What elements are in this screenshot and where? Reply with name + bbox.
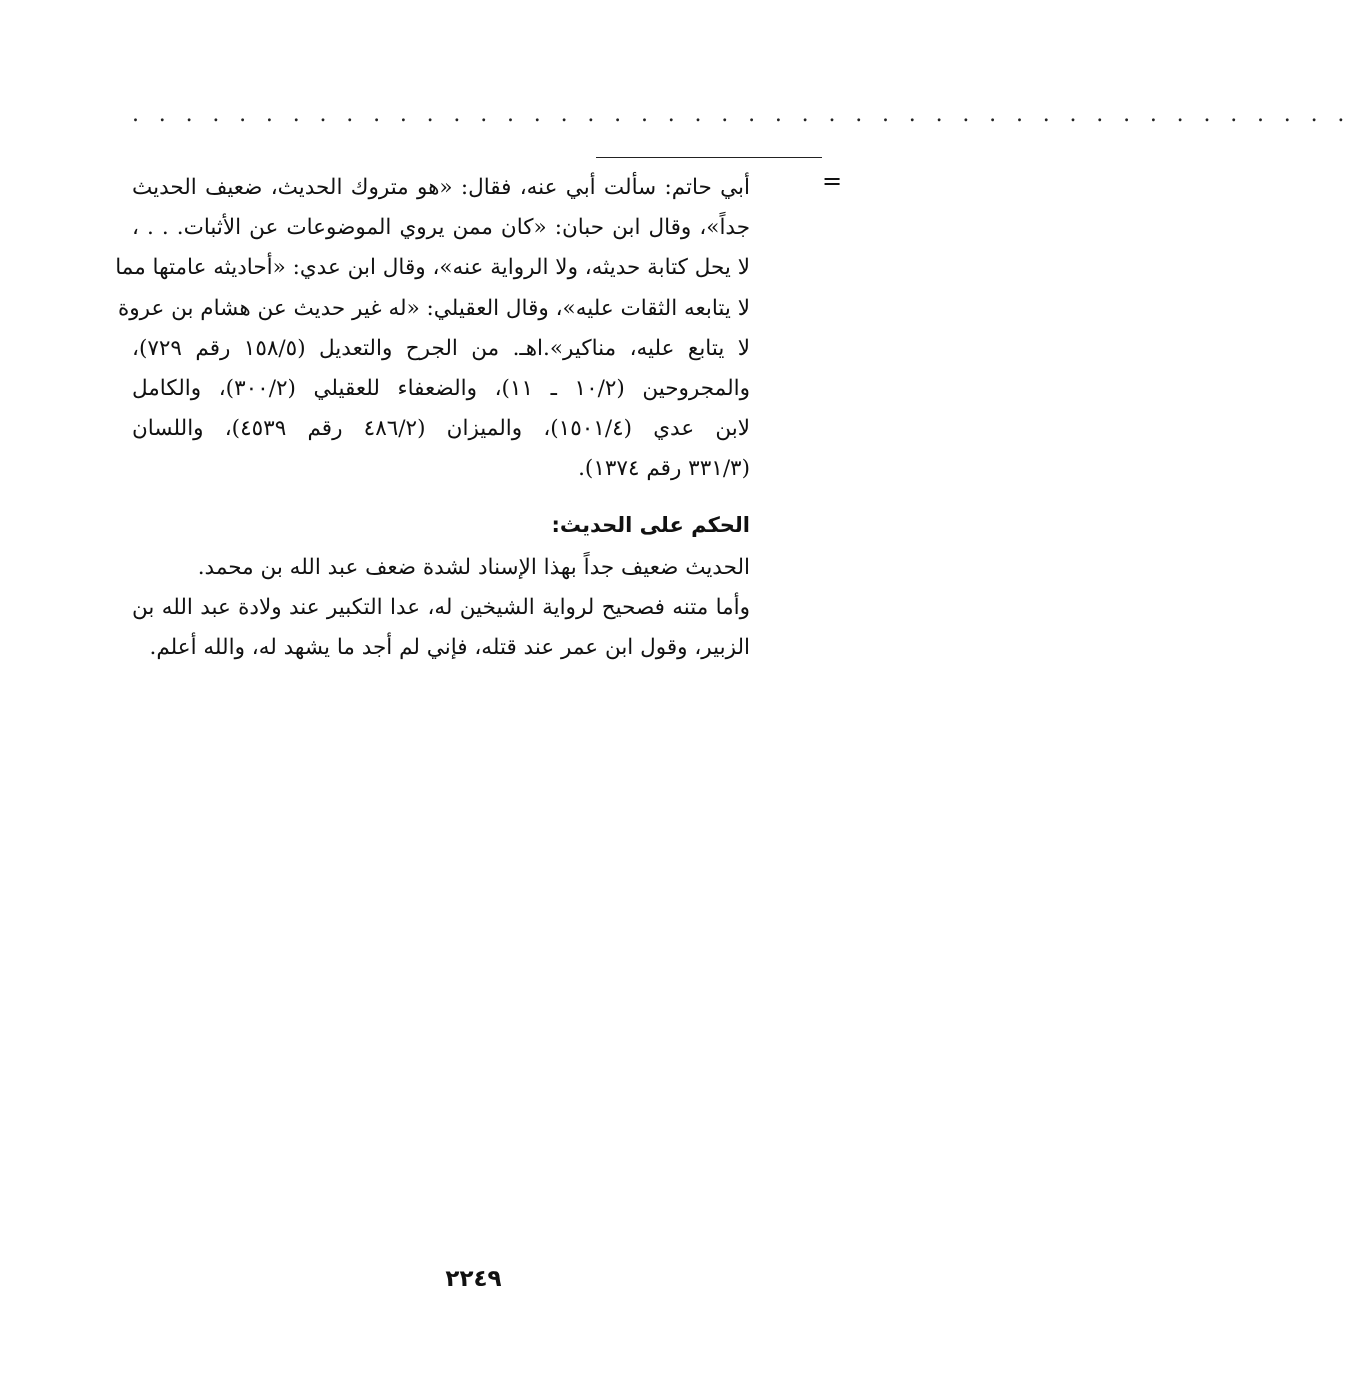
footnote-line: لا يتابع عليه، مناكير».اهـ. من الجرح والتعديل (١٥٨/٥ رقم ٧٢٩)،: [132, 335, 750, 361]
footnote-separator-line: [596, 157, 822, 158]
ruling-heading: الحكم على الحديث:: [551, 513, 750, 537]
footnote-line: (٣٣١/٣ رقم ١٣٧٤).: [578, 456, 750, 482]
ruling-line: الحديث ضعيف جداً بهذا الإسناد لشدة ضعف عبد الله بن محمد.: [197, 555, 750, 580]
footnote-line: لا يتابعه الثقات عليه»، وقال العقيلي: «له غير حديث عن هشام بن عروة: [117, 295, 750, 321]
ruling-line: وأما متنه فصحيح لرواية الشيخين له، عدا التكبير عند ولادة عبد الله بن: [132, 595, 750, 620]
ruling-line: الزبير، وقول ابن عمر عند قتله، فإني لم أجد ما يشهد له، والله أعلم.: [149, 635, 750, 660]
footnote-line: لابن عدي (١٥٠١/٤)، والميزان (٤٨٦/٢ رقم ٤٥٣٩)، واللسان: [132, 416, 750, 442]
ruling-body: [132, 548, 750, 668]
footnote-line: والمجروحين (١٠/٢ ـ ١١)، والضعفاء للعقيلي (٣٠٠/٢)، والكامل: [132, 376, 751, 402]
footnote-block: [115, 168, 751, 490]
footnote-line: جداً»، وقال ابن حبان: «كان ممن يروي الموضوعات عن الأثبات. . . ،: [132, 215, 750, 241]
footnote-continuation-mark: =: [822, 167, 843, 195]
footnote-line: لا يحل كتابة حديثه، ولا الرواية عنه»، وقال ابن عدي: «أحاديثه عامتها مما: [115, 255, 750, 281]
dotted-separator: . . . . . . . . . . . . . . . . . . . . . . . . . . . . . . . . . . . . . . . . . . . . . .: [132, 102, 1351, 127]
footnote-line: أبي حاتم: سألت أبي عنه، فقال: «هو متروك الحديث، ضعيف الحديث: [132, 175, 750, 200]
page-number: ٢٢٤٩: [445, 1266, 502, 1292]
